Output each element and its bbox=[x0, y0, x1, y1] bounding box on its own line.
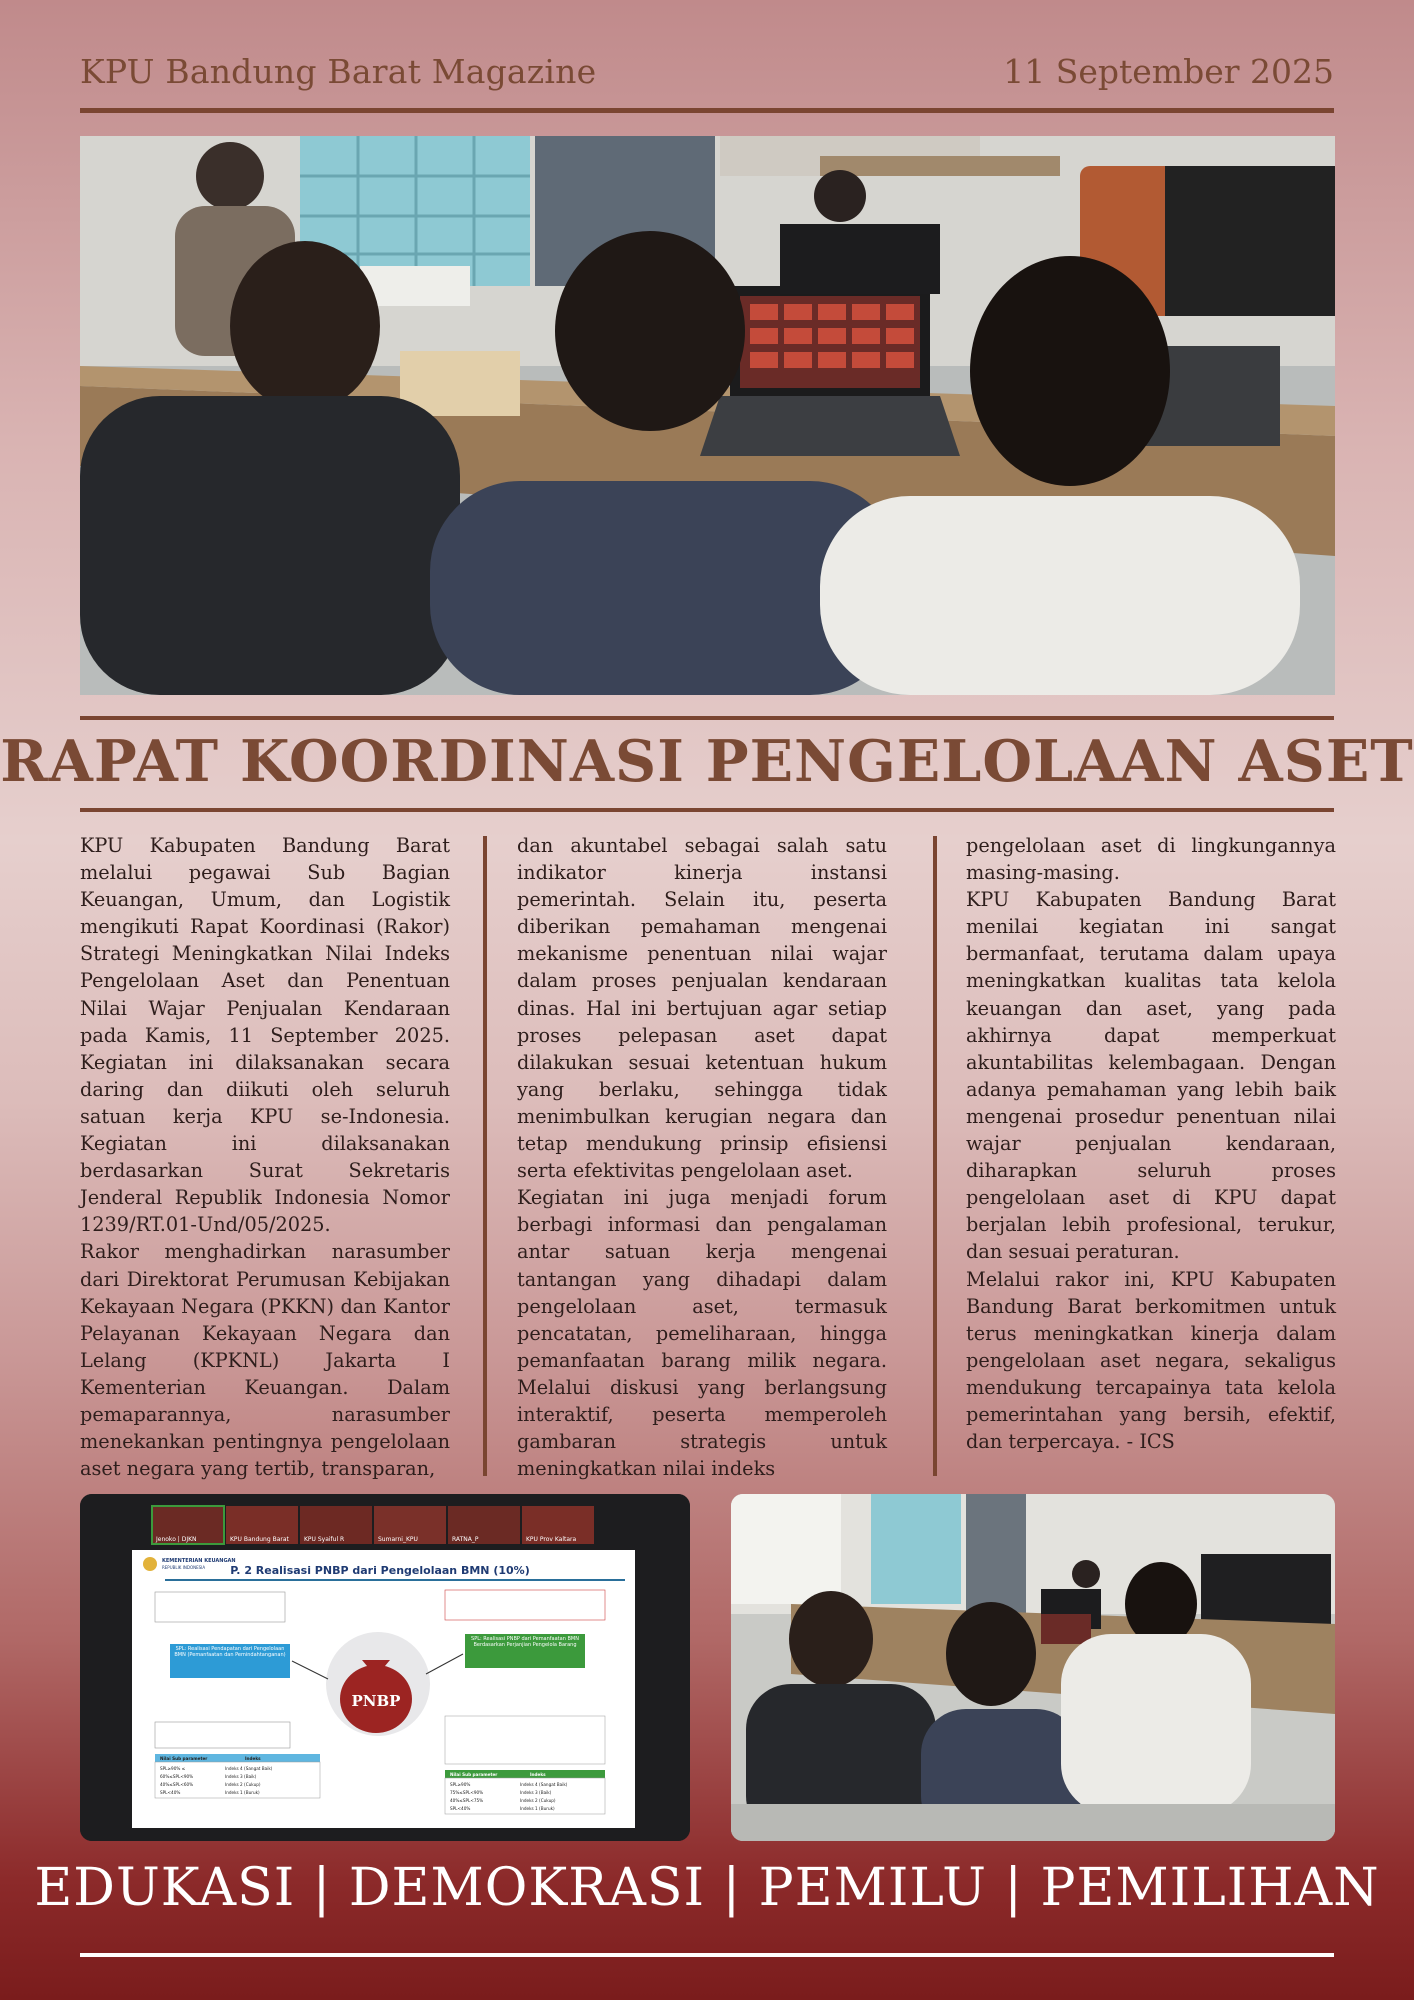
paragraph: Rakor menghadirkan narasumber dari Direktorat Perumusan Kebijakan Kekayaan Negara (PKKN) dan Kantor Pelayanan Kekayaan Negara dan Lelang (KPKNL) Jakarta I Kementerian Keuangan. Dalam pemaparannya, narasumber menekankan pentingnya pengelolaan aset negara yang tertib, transparan, bbox=[80, 1240, 450, 1481]
article-column-1 bbox=[80, 832, 450, 1482]
article-column-2 bbox=[517, 832, 887, 1482]
paragraph: KPU Kabupaten Bandung Barat melalui pegawai Sub Bagian Keuangan, Umum, dan Logistik mengikuti Rapat Koordinasi (Rakor) Strategi Meningkatkan Nilai Indeks Pengelolaan Aset dan Penentuan Nilai Wajar Penjualan Kendaraan pada Kamis, 11 September 2025. Kegiatan ini dilaksanakan secara daring dan diikuti oleh seluruh satuan kerja KPU se-Indonesia. Kegiatan ini dilaksanakan berdasarkan Surat Sekretaris Jenderal Republik Indonesia Nomor 1239/RT.01-Und/05/2025. bbox=[80, 834, 450, 1237]
footer-tagline: EDUKASI | DEMOKRASI | PEMILU | PEMILIHAN bbox=[34, 1858, 1380, 1918]
meeting-photo-secondary bbox=[731, 1494, 1335, 1841]
column-divider bbox=[933, 836, 937, 1476]
slide-left-box: SPL: Realisasi Pendapatan dari Pengelolaan BMN (Pemanfaatan dan Pemindahtanganan) bbox=[174, 1646, 286, 1658]
paragraph: Melalui rakor ini, KPU Kabupaten Bandung Barat berkomitmen untuk terus meningkatkan kinerja dalam pengelolaan aset negara, sekaligus mendukung tercapainya tata kelola pemerintahan yang bersih, efektif, dan terpercaya. - ICS bbox=[966, 1267, 1336, 1454]
table-cell: Indeks 3 (Baik) bbox=[225, 1774, 257, 1779]
table-cell: Indeks 4 (Sangat Baik) bbox=[225, 1766, 273, 1771]
masthead bbox=[80, 52, 1334, 100]
issue-date: 11 September 2025 bbox=[1003, 52, 1334, 91]
masthead-divider bbox=[80, 108, 1334, 113]
slide-right-box: SPL: Realisasi PNBP dari Pemanfaatan BMN Berdasarkan Perjanjian Pengelola Barang bbox=[471, 1636, 579, 1648]
slide-title: P. 2 Realisasi PNBP dari Pengelolaan BMN (10%) bbox=[230, 1564, 530, 1577]
table-header: Indeks bbox=[245, 1756, 261, 1761]
participant-name: RATNA_P bbox=[452, 1536, 479, 1543]
slide-ministry: KEMENTERIAN KEUANGAN bbox=[162, 1558, 236, 1564]
headline-top-rule bbox=[80, 716, 1334, 720]
table-cell: Indeks 3 (Baik) bbox=[520, 1790, 552, 1795]
headline-bottom-rule bbox=[80, 808, 1334, 812]
table-cell: Indeks 4 (Sangat Baik) bbox=[520, 1782, 568, 1787]
table-header: Nilai Sub parameter bbox=[160, 1756, 208, 1761]
ministry-emblem-icon bbox=[143, 1557, 157, 1571]
table-header: Nilai Sub parameter bbox=[450, 1772, 498, 1777]
hero-photo bbox=[80, 136, 1335, 695]
participant-name: KPU Prov Kaltara bbox=[526, 1536, 577, 1543]
table-header: Indeks bbox=[530, 1772, 546, 1777]
table-cell: SPL≥90% bbox=[450, 1782, 471, 1787]
table-cell: 40%≤SPL<75% bbox=[450, 1798, 484, 1803]
participant-name: Sumarni_KPU bbox=[378, 1536, 418, 1543]
footer-divider bbox=[80, 1953, 1334, 1957]
paragraph: Kegiatan ini juga menjadi forum berbagi informasi dan pengalaman antar satuan kerja mengenai tantangan yang dihadapi dalam pengelolaan aset, termasuk pencatatan, pemeliharaan, hingga pemanfaatan barang milik negara. Melalui diskusi yang berlangsung interaktif, peserta memperoleh gambaran strategis untuk meningkatkan nilai indeks bbox=[517, 1186, 887, 1481]
table-cell: 40%≤SPL<60% bbox=[160, 1782, 194, 1787]
table-cell: SPL≥90% ≤ bbox=[160, 1766, 186, 1771]
magazine-title: KPU Bandung Barat Magazine bbox=[80, 52, 597, 91]
table-cell: SPL<40% bbox=[160, 1790, 181, 1795]
column-divider bbox=[483, 836, 487, 1476]
participant-name: Jenoko | DJKN bbox=[156, 1536, 197, 1543]
table-cell: Indeks 2 (Cukup) bbox=[225, 1782, 261, 1787]
meeting-room-illustration bbox=[731, 1494, 1335, 1841]
paragraph: KPU Kabupaten Bandung Barat menilai kegiatan ini sangat bermanfaat, terutama dalam upaya meningkatkan kualitas tata kelola keuangan dan aset, yang pada akhirnya dapat memperkuat akuntabilitas kelembagaan. Dengan adanya pemahaman yang lebih baik mengenai prosedur penentuan nilai wajar penjualan kendaraan, diharapkan seluruh proses pengelolaan aset di KPU dapat berjalan lebih profesional, terukur, dan sesuai peraturan. bbox=[966, 888, 1336, 1264]
table-cell: 60%≤SPL<90% bbox=[160, 1774, 194, 1779]
slide-country: REPUBLIK INDONESIA bbox=[162, 1565, 206, 1570]
table-cell: Indeks 1 (Buruk) bbox=[520, 1806, 555, 1811]
article-column-3 bbox=[966, 832, 1336, 1455]
article-headline: RAPAT KOORDINASI PENGELOLAAN ASET bbox=[0, 728, 1414, 795]
paragraph: dan akuntabel sebagai salah satu indikator kinerja instansi pemerintah. Selain itu, peserta diberikan pemahaman mengenai mekanisme penentuan nilai wajar dalam proses penjualan kendaraan dinas. Hal ini bertujuan agar setiap proses pelepasan aset dapat dilakukan sesuai ketentuan hukum yang berlaku, sehingga tidak menimbulkan kerugian negara dan tetap mendukung prinsip efisiensi serta efektivitas pengelolaan aset. bbox=[517, 834, 887, 1183]
participant-name: KPU Bandung Barat bbox=[230, 1536, 289, 1543]
table-cell: 75%≤SPL<90% bbox=[450, 1790, 484, 1795]
table-cell: Indeks 2 (Cukup) bbox=[520, 1798, 556, 1803]
table-cell: Indeks 1 (Buruk) bbox=[225, 1790, 260, 1795]
meeting-room-illustration bbox=[80, 136, 1335, 695]
slide-center-label: PNBP bbox=[351, 1692, 401, 1710]
paragraph: pengelolaan aset di lingkungannya masing-masing. bbox=[966, 834, 1336, 885]
presentation-screenshot bbox=[80, 1494, 690, 1841]
participant-name: KPU Syaiful R bbox=[304, 1536, 345, 1543]
table-cell: SPL<40% bbox=[450, 1806, 471, 1811]
